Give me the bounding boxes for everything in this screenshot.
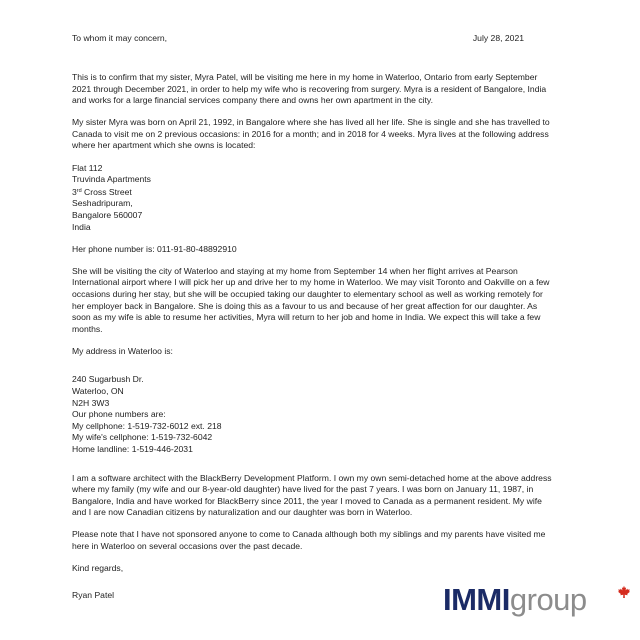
sister-address-line: Seshadripuram,: [72, 198, 133, 209]
sister-address-line: Truvinda Apartments: [72, 174, 151, 185]
paragraph-intro: This is to confirm that my sister, Myra Patel, will be visiting me here in my home in Waterloo, Ontario from early September 2021 through December 2021, in order to help my wife who is recovering from surgery. Myra is a resident of Bangalore, India and works for a large financial services company there and owns her own apartment in the city.: [72, 72, 547, 106]
sister-address-line: [72, 186, 552, 199]
home-landline: Home landline: 1-519-446-2031: [72, 443, 193, 454]
salutation: To whom it may concern,: [72, 33, 168, 43]
sister-address-line: Bangalore 560007: [72, 209, 143, 220]
logo-group: group: [509, 582, 587, 617]
paragraph-visit-plan: She will be visiting the city of Waterloo and staying at my home from September 14 when her flight arrives at Pearson International airport where I will pick her up and drive her to my home in Waterloo. We may visit Toronto and Oakville on a few occasions during her stay, but she will be occupied taking our daughter to elementary school as well as working remotely for her employer back in Bangalore. She is doing this as a favour to us and because of her great affection for our daughter. As soon as my wife is able to resume her activities, Myra will return to her job and home in India. We expect this will take a few months.: [72, 265, 550, 334]
street-number: 3: [72, 186, 77, 197]
paragraph-sister-background: My sister Myra was born on April 21, 1992, in Bangalore where she has lived all her life. She is single and she has travelled to Canada to visit me on 2 previous occasions: in 2016 for a month; and in 2018 for 4 weeks. Myra lives at the following address where her apartment which she owns is located:: [72, 117, 550, 151]
maple-leaf-icon: [617, 585, 631, 599]
sister-address-line: Flat 112: [72, 162, 103, 173]
logo-immi: IMMI: [443, 582, 510, 617]
my-address-intro: My address in Waterloo is:: [72, 345, 173, 356]
signature: Ryan Patel: [72, 589, 115, 600]
letter-date: July 28, 2021: [472, 33, 524, 43]
paragraph-no-sponsorship: Please note that I have not sponsored anyone to come to Canada although both my siblings and my parents have visited me here in Waterloo on several occasions over the past decade.: [72, 529, 546, 551]
my-cellphone: My cellphone: 1-519-732-6012 ext. 218: [72, 420, 222, 431]
my-address-line: 240 Sugarbush Dr.: [72, 374, 144, 385]
sister-phone: Her phone number is: 011-91-80-48892910: [72, 243, 237, 254]
my-address-block: [72, 374, 552, 455]
wife-cellphone: My wife's cellphone: 1-519-732-6042: [72, 432, 213, 443]
letter-header: [72, 33, 524, 43]
letter-body: [72, 72, 552, 612]
sister-address-line: India: [72, 221, 91, 232]
sister-address-block: [72, 163, 552, 234]
my-address-line: N2H 3W3: [72, 397, 110, 408]
closing: Kind regards,: [72, 563, 124, 574]
paragraph-about-me: I am a software architect with the BlackBerry Development Platform. I own my own semi-detached home at the above address where my family (my wife and our 8-year-old daughter) have lived for the past 7 years. I was born on January 11, 1987, in Bangalore, India and have worked for BlackBerry since 2011, the year I moved to Canada as a permanent resident. My wife and I are now Canadian citizens by naturalization and our daughter was born in Waterloo.: [72, 472, 552, 518]
ordinal-suffix: rd: [76, 187, 82, 194]
phone-numbers-heading: Our phone numbers are:: [72, 409, 166, 420]
my-address-line: Waterloo, ON: [72, 385, 124, 396]
street-name: Cross Street: [81, 186, 132, 197]
immigroup-logo: [443, 583, 623, 617]
